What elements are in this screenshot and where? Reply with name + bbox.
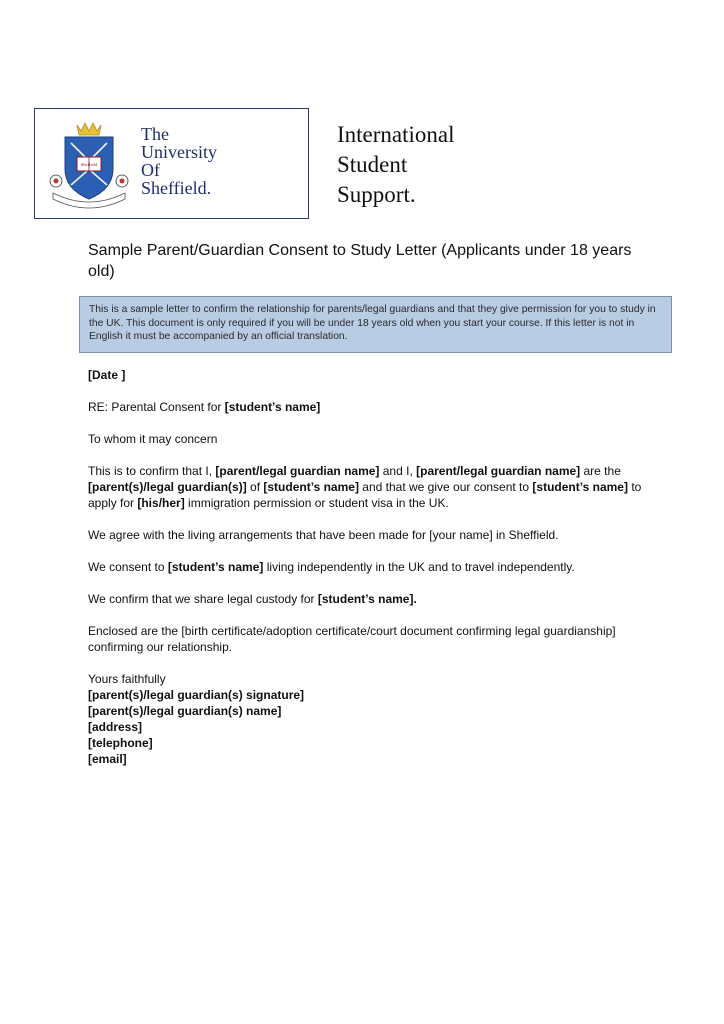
date-placeholder: [Date ]	[88, 368, 126, 382]
university-name-line: The	[141, 124, 169, 144]
date-line	[88, 367, 648, 383]
placeholder: [student’s name]	[263, 480, 359, 494]
re-student-placeholder: [student’s name]	[224, 400, 321, 414]
placeholder: [parent(s)/legal guardian(s)]	[88, 480, 247, 494]
closing: Yours faithfully	[88, 672, 166, 686]
text-run: to apply for	[88, 480, 642, 510]
signature-line: [parent(s)/legal guardian(s) signature]	[88, 688, 305, 702]
crest-book-text: Sheffield	[80, 162, 98, 167]
placeholder: [student’s name].	[317, 592, 417, 606]
university-crest-icon	[47, 119, 131, 211]
placeholder: [parent/legal guardian name]	[416, 464, 581, 478]
signature-line: [parent(s)/legal guardian(s) name]	[88, 704, 282, 718]
living-arrangements-paragraph: We agree with the living arrangements that have been made for [your name] in Sheffield.	[88, 528, 559, 542]
placeholder: [parent/legal guardian name]	[215, 464, 380, 478]
independence-paragraph	[88, 559, 648, 575]
text-run: of	[246, 480, 264, 494]
text-run: and that we give our consent to	[358, 480, 533, 494]
placeholder: [his/her]	[137, 496, 185, 510]
re-prefix: RE: Parental Consent for	[88, 400, 225, 414]
document-title: Sample Parent/Guardian Consent to Study Letter (Applicants under 18 years old)	[88, 242, 632, 280]
university-name	[141, 125, 217, 197]
signature-line: [telephone]	[88, 736, 153, 750]
signature-line: [email]	[88, 752, 127, 766]
university-name-line: University	[141, 142, 217, 162]
university-logo	[34, 108, 309, 219]
text-run: living independently in the UK and to travel independently.	[263, 560, 575, 574]
university-name-line: Sheffield.	[141, 178, 212, 198]
department-line: Support.	[337, 182, 416, 207]
university-name-line: Of	[141, 160, 160, 180]
text-run: We consent to	[88, 560, 168, 574]
department-line: Student	[337, 152, 408, 177]
text-run: We confirm that we share legal custody for	[88, 592, 318, 606]
text-run: This is to confirm that I,	[88, 464, 216, 478]
placeholder: [student’s name]	[167, 560, 264, 574]
letter-body	[88, 367, 648, 783]
confirmation-paragraph	[88, 463, 648, 511]
text-run: immigration permission or student visa in the UK.	[184, 496, 449, 510]
re-line	[88, 399, 648, 415]
department-line: International	[337, 122, 455, 147]
text-run: are the	[580, 464, 621, 478]
signature-line: [address]	[88, 720, 143, 734]
department-heading	[337, 120, 455, 210]
placeholder: [student’s name]	[532, 480, 628, 494]
text-run: and I,	[379, 464, 417, 478]
enclosure-paragraph: Enclosed are the [birth certificate/adoption certificate/court document confirming legal guardianship] confirming our relationship.	[88, 624, 616, 654]
info-notice-box: This is a sample letter to confirm the relationship for parents/legal guardians and that they give permission for you to study in the UK. This document is only required if you will be under 18 years old when you start your course. If this letter is not in English it must be accompanied by an official translation.	[79, 296, 672, 353]
signature-block	[88, 671, 648, 767]
custody-paragraph	[88, 591, 648, 607]
salutation: To whom it may concern	[88, 432, 218, 446]
